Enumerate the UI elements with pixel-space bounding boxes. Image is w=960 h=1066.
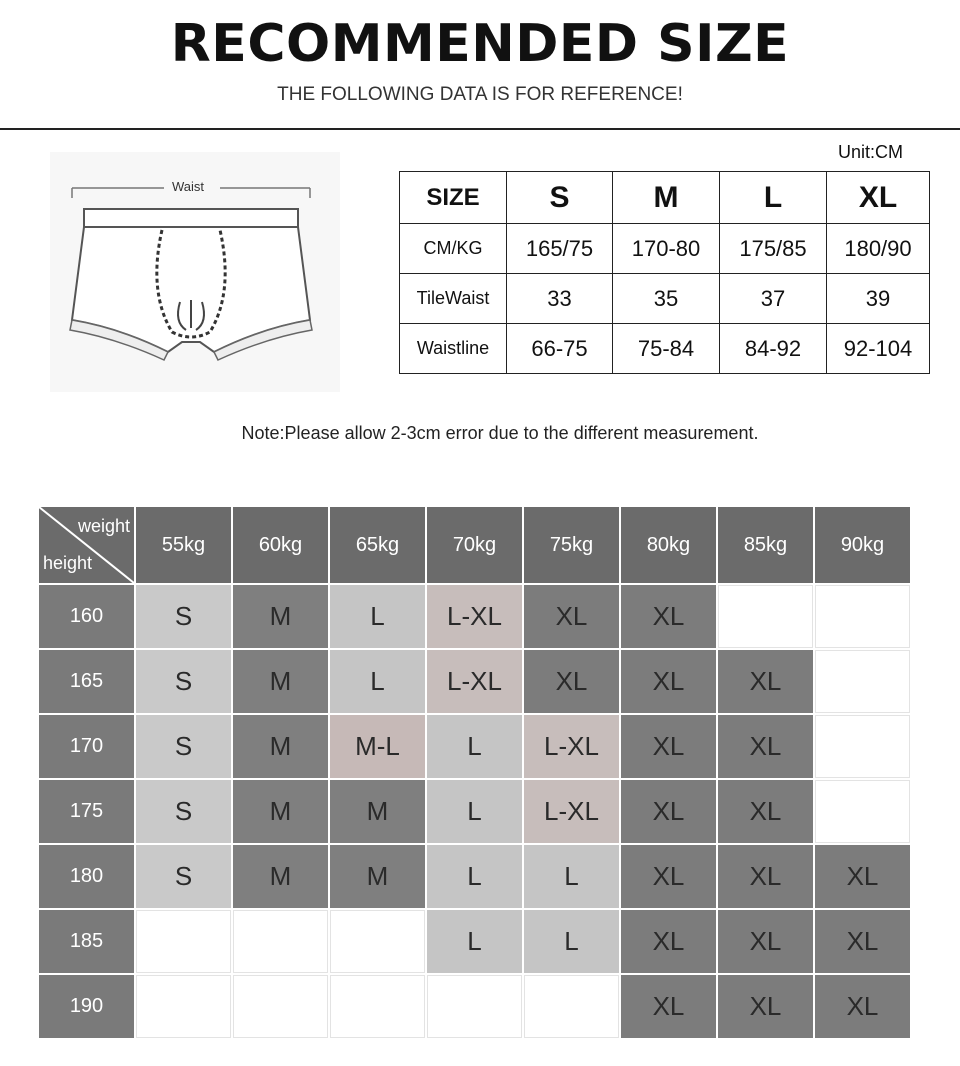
weight-header: 85kg: [718, 507, 813, 583]
empty-cell: [136, 910, 231, 973]
empty-cell: [233, 975, 328, 1038]
grid-row: [39, 650, 910, 713]
weight-header: 55kg: [136, 507, 231, 583]
weight-header: 70kg: [427, 507, 522, 583]
weight-header: 75kg: [524, 507, 619, 583]
size-cell: L: [427, 910, 522, 973]
size-cell: M: [330, 780, 425, 843]
table-cell: 170-80: [613, 224, 720, 274]
size-cell: M: [233, 780, 328, 843]
size-cell: M: [233, 585, 328, 648]
size-cell: L: [427, 845, 522, 908]
size-cell: XL: [621, 910, 716, 973]
height-label: 170: [39, 715, 134, 778]
size-cell: XL: [815, 910, 910, 973]
table-cell: 35: [613, 274, 720, 324]
size-cell: XL: [621, 650, 716, 713]
height-label: 165: [39, 650, 134, 713]
table-cell: 175/85: [720, 224, 827, 274]
size-cell: L: [524, 910, 619, 973]
height-label: 160: [39, 585, 134, 648]
size-header-m: M: [613, 172, 720, 224]
size-header-xl: XL: [827, 172, 930, 224]
corner-height-label: height: [43, 553, 93, 573]
size-cell: S: [136, 845, 231, 908]
grid-row: [39, 780, 910, 843]
table-cell: 75-84: [613, 324, 720, 374]
unit-label: Unit:CM: [838, 142, 904, 162]
grid-row: [39, 910, 910, 973]
row-label-tilewaist: TileWaist: [400, 274, 507, 324]
size-cell: M: [330, 845, 425, 908]
size-cell: M: [233, 845, 328, 908]
height-label: 190: [39, 975, 134, 1038]
empty-cell: [136, 975, 231, 1038]
table-cell: 92-104: [827, 324, 930, 374]
grid-row: [39, 845, 910, 908]
height-label: 180: [39, 845, 134, 908]
size-cell: L: [524, 845, 619, 908]
size-cell: S: [136, 585, 231, 648]
size-cell: XL: [718, 715, 813, 778]
size-cell: M-L: [330, 715, 425, 778]
size-table: [399, 171, 930, 374]
size-cell: XL: [718, 975, 813, 1038]
empty-cell: [815, 650, 910, 713]
briefs-illustration: [50, 152, 340, 392]
size-cell: XL: [621, 715, 716, 778]
size-cell: XL: [524, 650, 619, 713]
size-cell: L: [427, 780, 522, 843]
divider: [0, 128, 960, 130]
size-cell: XL: [718, 845, 813, 908]
grid-row: [39, 715, 910, 778]
weight-header: 60kg: [233, 507, 328, 583]
weight-header: 65kg: [330, 507, 425, 583]
size-cell: XL: [524, 585, 619, 648]
grid-corner: [39, 507, 134, 583]
size-cell: XL: [621, 975, 716, 1038]
empty-cell: [233, 910, 328, 973]
measurement-note: Note:Please allow 2-3cm error due to the different measurement.: [241, 423, 759, 443]
page-title: RECOMMENDED SIZE: [170, 14, 790, 74]
size-cell: M: [233, 650, 328, 713]
size-cell: S: [136, 650, 231, 713]
table-cell: 39: [827, 274, 930, 324]
size-cell: XL: [718, 780, 813, 843]
size-cell: XL: [815, 975, 910, 1038]
waist-label: Waist: [172, 179, 205, 194]
height-label: 175: [39, 780, 134, 843]
size-cell: XL: [621, 585, 716, 648]
size-header-label: SIZE: [400, 172, 507, 224]
empty-cell: [427, 975, 522, 1038]
size-cell: L-XL: [427, 650, 522, 713]
empty-cell: [815, 585, 910, 648]
page-subtitle: THE FOLLOWING DATA IS FOR REFERENCE!: [277, 84, 683, 105]
size-cell: S: [136, 780, 231, 843]
size-cell: L: [330, 650, 425, 713]
row-label-cmkg: CM/KG: [400, 224, 507, 274]
size-cell: XL: [815, 845, 910, 908]
height-weight-grid: [37, 505, 912, 1040]
size-table-row: [400, 324, 930, 374]
grid-row: [39, 975, 910, 1038]
size-header-s: S: [507, 172, 613, 224]
grid-header-row: [39, 507, 910, 583]
table-cell: 165/75: [507, 224, 613, 274]
empty-cell: [815, 715, 910, 778]
size-table-row: [400, 224, 930, 274]
size-cell: XL: [718, 650, 813, 713]
empty-cell: [718, 585, 813, 648]
size-cell: L: [427, 715, 522, 778]
size-cell: XL: [621, 845, 716, 908]
table-cell: 37: [720, 274, 827, 324]
size-cell: XL: [718, 910, 813, 973]
size-cell: XL: [621, 780, 716, 843]
size-table-header-row: [400, 172, 930, 224]
size-table-row: [400, 274, 930, 324]
size-cell: S: [136, 715, 231, 778]
row-label-waistline: Waistline: [400, 324, 507, 374]
size-cell: L-XL: [524, 780, 619, 843]
corner-weight-label: weight: [77, 516, 130, 536]
grid-row: [39, 585, 910, 648]
size-cell: M: [233, 715, 328, 778]
weight-header: 90kg: [815, 507, 910, 583]
size-cell: L: [330, 585, 425, 648]
empty-cell: [330, 910, 425, 973]
height-label: 185: [39, 910, 134, 973]
table-cell: 84-92: [720, 324, 827, 374]
size-cell: L-XL: [524, 715, 619, 778]
empty-cell: [524, 975, 619, 1038]
size-header-l: L: [720, 172, 827, 224]
size-cell: L-XL: [427, 585, 522, 648]
table-cell: 66-75: [507, 324, 613, 374]
table-cell: 33: [507, 274, 613, 324]
weight-header: 80kg: [621, 507, 716, 583]
empty-cell: [330, 975, 425, 1038]
table-cell: 180/90: [827, 224, 930, 274]
empty-cell: [815, 780, 910, 843]
